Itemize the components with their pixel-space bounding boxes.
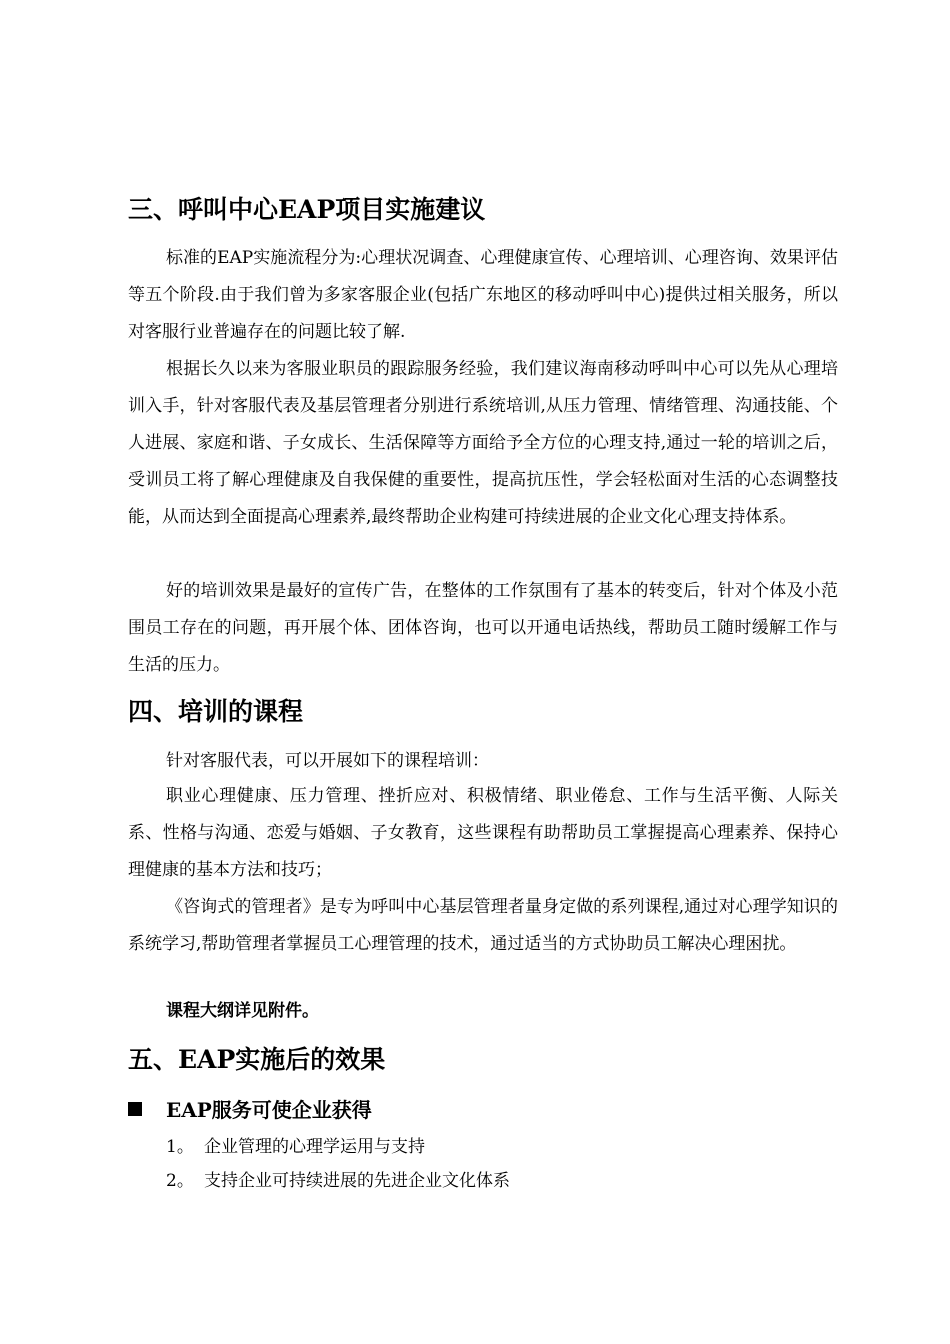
section-5-bullet-text: EAP服务可使企业获得 [166, 1098, 372, 1122]
section-3-paragraph-3: 好的培训效果是最好的宣传广告，在整体的工作氛围有了基本的转变后，针对个体及小范围员工存在的问题，再开展个体、团体咨询，也可以开通电话热线，帮助员工随时缓解工作与生活的压力。 [128, 581, 838, 675]
section-3-paragraph-1: 标准的EAP实施流程分为:心理状况调查、心理健康宣传、心理培训、心理咨询、效果评估等五个阶段.由于我们曾为多家客服企业(包括广东地区的移动呼叫中心)提供过相关服务，所以对客服行业普遍存在的问题比较了解. [128, 248, 838, 342]
list-item-number: 1。 [166, 1137, 194, 1157]
square-bullet-icon [128, 1102, 142, 1116]
section-3-heading: 三、呼叫中心EAP项目实施建议 [128, 195, 486, 224]
list-item [166, 1132, 425, 1162]
list-item [166, 1166, 510, 1196]
section-3-paragraph-2: 根据长久以来为客服业职员的跟踪服务经验，我们建议海南移动呼叫中心可以先从心理培训入手，针对客服代表及基层管理者分别进行系统培训,从压力管理、情绪管理、沟通技能、个人进展、家庭和谐、子女成长、生活保障等方面给予全方位的心理支持,通过一轮的培训之后，受训员工将了解心理健康及自我保健的重要性，提高抗压性，学会轻松面对生活的心态调整技能，从而达到全面提高心理素养,最终帮助企业构建可持续进展的企业文化心理支持体系。 [128, 359, 838, 527]
list-item-number: 2。 [166, 1171, 194, 1191]
list-item-text: 支持企业可持续进展的先进企业文化体系 [204, 1171, 510, 1191]
list-item-text: 企业管理的心理学运用与支持 [204, 1137, 425, 1157]
section-4-note: 课程大纲详见附件。 [166, 1001, 319, 1021]
section-5-bullet [128, 1095, 372, 1125]
section-5-heading: 五、EAP实施后的效果 [128, 1045, 386, 1074]
section-4-paragraph-2: 职业心理健康、压力管理、挫折应对、积极情绪、职业倦怠、工作与生活平衡、人际关系、性格与沟通、恋爱与婚姻、子女教育，这些课程有助帮助员工掌握提高心理素养、保持心理健康的基本方法和技巧； [128, 786, 838, 880]
section-4-paragraph-1: 针对客服代表，可以开展如下的课程培训： [166, 751, 489, 771]
section-4-heading: 四、培训的课程 [128, 697, 304, 726]
section-4-paragraph-3: 《咨询式的管理者》是专为呼叫中心基层管理者量身定做的系列课程,通过对心理学知识的系统学习,帮助管理者掌握员工心理管理的技术，通过适当的方式协助员工解决心理困扰。 [128, 897, 838, 954]
